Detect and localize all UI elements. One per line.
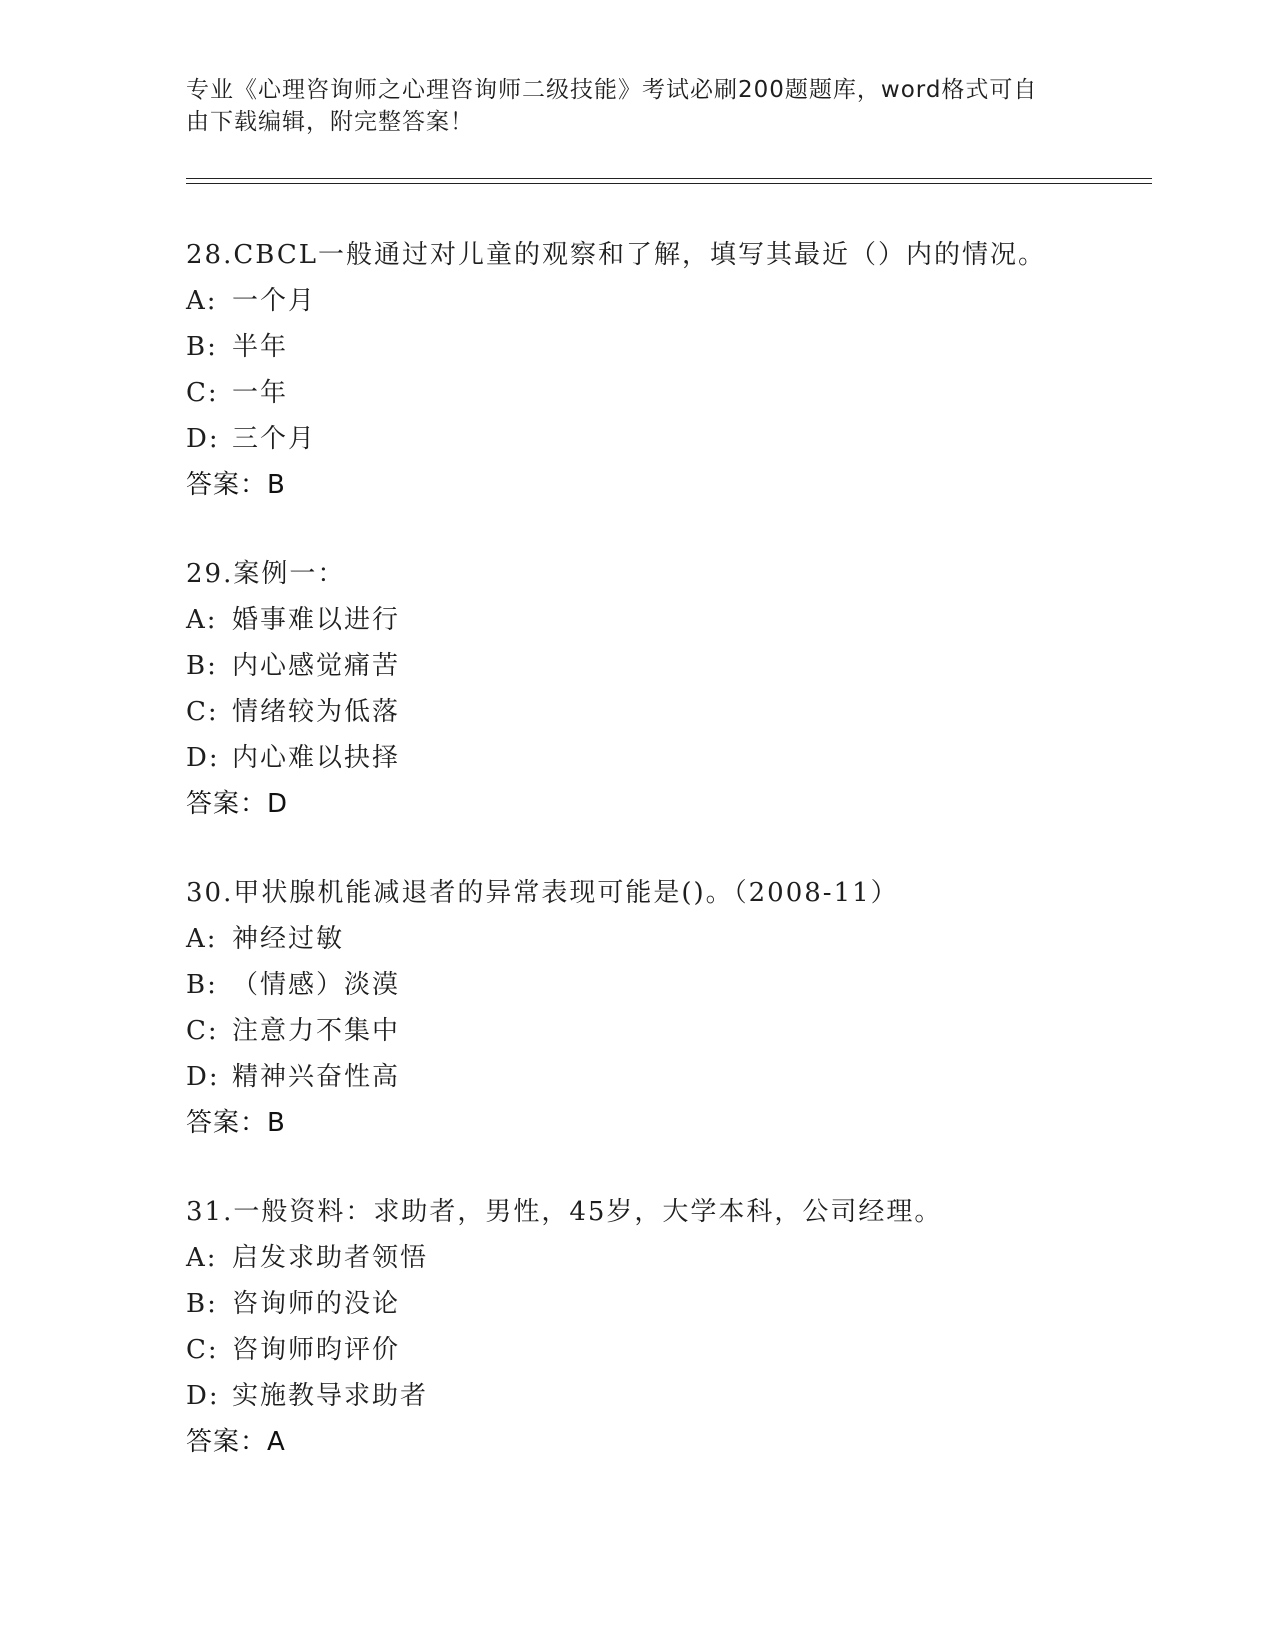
option-a [186, 278, 1146, 324]
option-key: D: [186, 743, 220, 773]
option-text: （情感）淡漠 [232, 970, 401, 1000]
answer-line: 答案：A [186, 1427, 286, 1457]
option-text: 注意力不集中 [232, 1016, 401, 1046]
option-a [186, 597, 1146, 643]
option-b [186, 1281, 1146, 1327]
answer-line: 答案：B [186, 1108, 286, 1138]
option-text: 实施教导求助者 [232, 1381, 429, 1411]
option-key: D: [186, 1381, 220, 1411]
document-header [186, 74, 1066, 138]
option-text: 咨询师的没论 [232, 1289, 401, 1319]
option-key: C: [186, 697, 219, 727]
option-key: B: [186, 970, 218, 1000]
option-text: 一年 [232, 378, 289, 408]
option-key: A: [186, 286, 218, 316]
option-text: 婚事难以进行 [232, 605, 401, 635]
option-key: A: [186, 605, 218, 635]
option-key: A: [186, 1243, 218, 1273]
header-divider-top [186, 178, 1152, 179]
header-line-1: 专业《心理咨询师之心理咨询师二级技能》考试必刷200题题库，word格式可自 [186, 77, 1038, 103]
option-d [186, 1373, 1146, 1419]
option-key: C: [186, 1335, 219, 1365]
question-title: 28.CBCL一般通过对儿童的观察和了解，填写其最近（）内的情况。 [186, 240, 1046, 270]
answer-line: 答案：B [186, 470, 286, 500]
header-divider-bottom [186, 183, 1152, 184]
option-key: B: [186, 651, 218, 681]
option-text: 一个月 [232, 286, 317, 316]
option-c [186, 370, 1146, 416]
option-text: 情绪较为低落 [232, 697, 401, 727]
question-30 [186, 870, 1146, 1146]
option-b [186, 962, 1146, 1008]
option-text: 内心难以抉择 [232, 743, 401, 773]
question-28 [186, 232, 1146, 508]
option-a [186, 1235, 1146, 1281]
question-title: 30.甲状腺机能减退者的异常表现可能是()。（2008-11） [186, 878, 899, 908]
option-key: C: [186, 378, 219, 408]
option-key: C: [186, 1016, 219, 1046]
answer-line: 答案：D [186, 789, 289, 819]
option-text: 半年 [232, 332, 289, 362]
option-b [186, 324, 1146, 370]
option-key: B: [186, 332, 218, 362]
option-c [186, 1008, 1146, 1054]
option-c [186, 689, 1146, 735]
option-d [186, 416, 1146, 462]
option-text: 三个月 [232, 424, 317, 454]
option-key: B: [186, 1289, 218, 1319]
option-text: 精神兴奋性高 [232, 1062, 401, 1092]
question-31 [186, 1189, 1146, 1465]
question-title: 29.案例一： [186, 559, 346, 589]
option-text: 神经过敏 [232, 924, 345, 954]
option-b [186, 643, 1146, 689]
question-title: 31.一般资料：求助者，男性，45岁，大学本科，公司经理。 [186, 1197, 943, 1227]
option-text: 咨询师昀评价 [232, 1335, 401, 1365]
option-d [186, 1054, 1146, 1100]
option-key: D: [186, 1062, 220, 1092]
option-a [186, 916, 1146, 962]
header-line-2: 由下载编辑，附完整答案！ [186, 109, 474, 135]
option-key: A: [186, 924, 218, 954]
option-d [186, 735, 1146, 781]
option-text: 内心感觉痛苦 [232, 651, 401, 681]
question-29 [186, 551, 1146, 827]
option-c [186, 1327, 1146, 1373]
option-key: D: [186, 424, 220, 454]
option-text: 启发求助者领悟 [232, 1243, 429, 1273]
